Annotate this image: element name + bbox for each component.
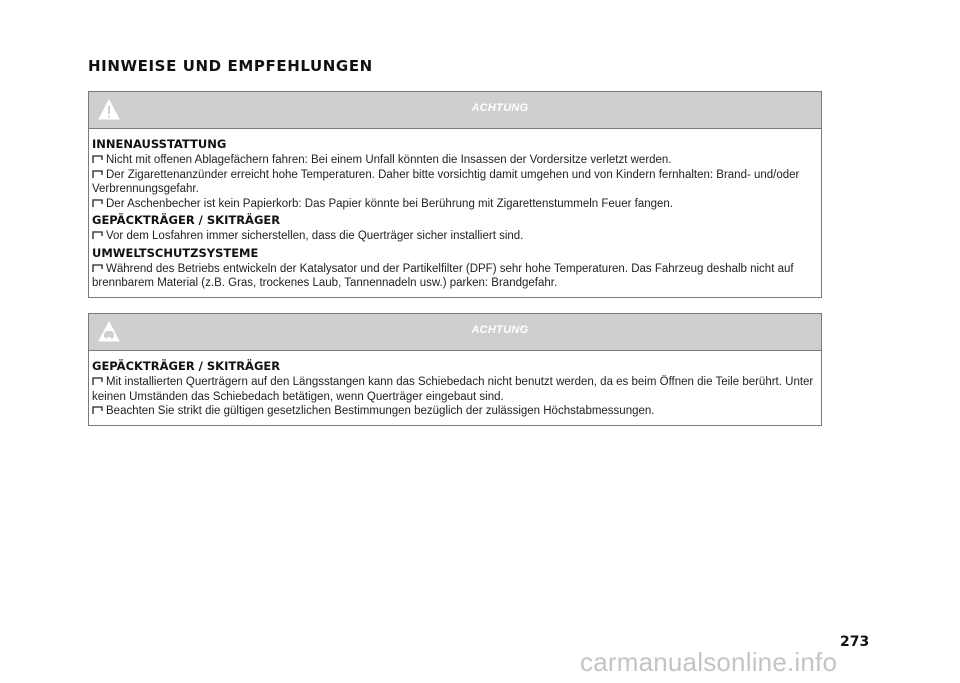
list-item: Der Aschenbecher ist kein Papierkorb: Das Papier könnte bei Berührung mit Zigarettenstummeln Feuer fangen. (92, 197, 817, 212)
warning-header (89, 92, 821, 129)
bullet-icon (92, 377, 103, 386)
bullet-icon (92, 406, 103, 415)
warning-box-interior (88, 91, 822, 298)
warning-title: ACHTUNG (471, 324, 529, 336)
list-item: Nicht mit offenen Ablagefächern fahren: Bei einem Unfall könnten die Insassen der Vordersitze verletzt werden. (92, 153, 817, 168)
warning-title: ACHTUNG (471, 102, 529, 114)
list-item: Der Zigarettenanzünder erreicht hohe Temperaturen. Daher bitte vorsichtig damit umgehen und von Kindern fernhalten: Brand- und/oder Verbrennungsgefahr. (92, 168, 800, 195)
page-title: HINWEISE UND EMPFEHLUNGEN (88, 57, 373, 75)
warning-header (89, 314, 821, 351)
section-heading: INNENAUSSTATTUNG (92, 137, 227, 151)
warning-box-roof-rack (88, 313, 822, 426)
bullet-icon (92, 231, 103, 240)
bullet-icon (92, 155, 103, 164)
bullet-icon (92, 170, 103, 179)
watermark: carmanualsonline.info (580, 647, 838, 677)
bullet-icon (92, 199, 103, 208)
bullet-icon (92, 264, 103, 273)
page-number: 273 (840, 634, 870, 650)
list-item: Während des Betriebs entwickeln der Katalysator und der Partikelfilter (DPF) sehr hohe Temperaturen. Das Fahrzeug deshalb nicht auf brennbarem Material (z.B. Gras, trockenes Laub, Tannennadeln usw.) parken: Brandgefahr. (92, 262, 794, 289)
list-item: Beachten Sie strikt die gültigen gesetzlichen Bestimmungen bezüglich der zulässigen Höchstabmessungen. (92, 404, 817, 419)
section-heading: GEPÄCKTRÄGER / SKITRÄGER (92, 359, 281, 373)
section-heading: GEPÄCKTRÄGER / SKITRÄGER (92, 213, 281, 227)
list-item: Vor dem Losfahren immer sicherstellen, dass die Querträger sicher installiert sind. (92, 229, 817, 244)
list-item: Mit installierten Querträgern auf den Längsstangen kann das Schiebedach nicht benutzt werden, da es beim Öffnen die Teile berührt. Unter keinen Umständen das Schiebedach betätigen, wenn Querträger eingebaut sind. (92, 376, 814, 403)
section-heading: UMWELTSCHUTZSYSTEME (92, 245, 259, 260)
